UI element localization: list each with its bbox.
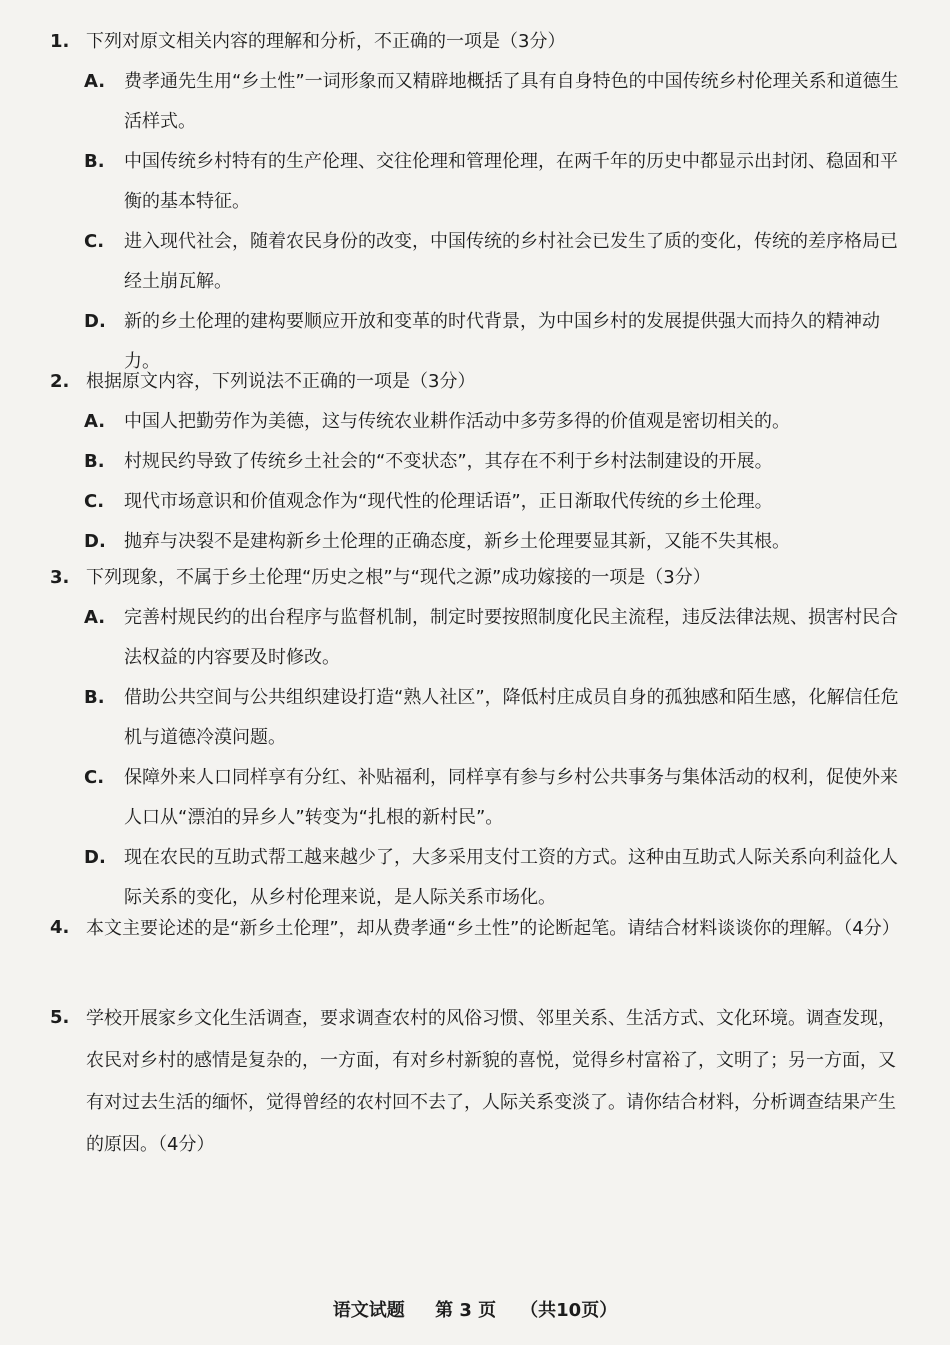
option-c <box>84 222 910 302</box>
question-stem <box>50 22 910 62</box>
option-letter: A. <box>84 71 106 92</box>
option-letter: C. <box>84 767 105 788</box>
footer-subject: 语文试题 <box>332 1300 405 1321</box>
option-letter: D. <box>84 847 106 868</box>
option-a <box>84 598 910 678</box>
option-letter: C. <box>84 231 105 252</box>
question-1 <box>50 22 910 382</box>
question-text: 学校开展家乡文化生活调查，要求调查农村的风俗习惯、邻里关系、生活方式、文化环境。调查发现，农民对乡村的感情是复杂的，一方面，有对乡村新貌的喜悦，觉得乡村富裕了，文明了；另一方面，又有对过去生活的缅怀，觉得曾经的农村回不去了，人际关系变淡了。请你结合材料，分析调查结果产生的原因。（4分） <box>86 1008 896 1155</box>
question-number: 1. <box>50 31 70 52</box>
option-a <box>84 62 910 142</box>
option-text: 现在农民的互助式帮工越来越少了，大多采用支付工资的方式。这种由互助式人际关系向利益化人际关系的变化，从乡村伦理来说，是人际关系市场化。 <box>124 847 898 908</box>
question-text: 根据原文内容，下列说法不正确的一项是（3分） <box>86 371 476 392</box>
option-letter: D. <box>84 311 106 332</box>
option-b <box>84 142 910 222</box>
option-b <box>84 442 910 482</box>
option-text: 中国人把勤劳作为美德，这与传统农业耕作活动中多劳多得的价值观是密切相关的。 <box>124 411 790 432</box>
question-number: 3. <box>50 567 70 588</box>
option-letter: B. <box>84 451 105 472</box>
question-stem <box>50 908 910 950</box>
question-text: 本文主要论述的是“新乡土伦理”，却从费孝通“乡土性”的论断起笔。请结合材料谈谈你的理解。（4分） <box>86 918 900 939</box>
option-b <box>84 678 910 758</box>
option-text: 保障外来人口同样享有分红、补贴福利，同样享有参与乡村公共事务与集体活动的权利，促使外来人口从“漂泊的异乡人”转变为“扎根的新村民”。 <box>124 767 898 828</box>
option-text: 借助公共空间与公共组织建设打造“熟人社区”，降低村庄成员自身的孤独感和陌生感，化解信任危机与道德冷漠问题。 <box>124 687 899 748</box>
option-c <box>84 482 910 522</box>
question-stem <box>50 998 910 1166</box>
option-text: 费孝通先生用“乡土性”一词形象而又精辟地概括了具有自身特色的中国传统乡村伦理关系和道德生活样式。 <box>124 71 899 132</box>
question-4 <box>50 908 910 950</box>
question-number: 4. <box>50 917 70 938</box>
option-text: 中国传统乡村特有的生产伦理、交往伦理和管理伦理，在两千年的历史中都显示出封闭、稳固和平衡的基本特征。 <box>124 151 898 212</box>
option-text: 新的乡土伦理的建构要顺应开放和变革的时代背景，为中国乡村的发展提供强大而持久的精神动力。 <box>124 311 880 372</box>
question-number: 2. <box>50 371 70 392</box>
option-letter: C. <box>84 491 105 512</box>
option-letter: A. <box>84 411 106 432</box>
question-3 <box>50 558 910 918</box>
option-text: 现代市场意识和价值观念作为“现代性的伦理话语”，正日渐取代传统的乡土伦理。 <box>124 491 773 512</box>
option-text: 村规民约导致了传统乡土社会的“不变状态”，其存在不利于乡村法制建设的开展。 <box>124 451 773 472</box>
question-text: 下列对原文相关内容的理解和分析，不正确的一项是（3分） <box>86 31 566 52</box>
option-letter: A. <box>84 607 106 628</box>
question-stem <box>50 558 910 598</box>
question-5 <box>50 998 910 1166</box>
option-letter: B. <box>84 151 105 172</box>
option-letter: D. <box>84 531 106 552</box>
option-letter: B. <box>84 687 105 708</box>
option-d <box>84 522 910 562</box>
footer-total-pages: （共10页） <box>520 1300 618 1321</box>
option-d <box>84 838 910 918</box>
question-text: 下列现象，不属于乡土伦理“历史之根”与“现代之源”成功嫁接的一项是（3分） <box>86 567 711 588</box>
question-stem <box>50 362 910 402</box>
option-c <box>84 758 910 838</box>
question-number: 5. <box>50 1007 70 1028</box>
option-text: 进入现代社会，随着农民身份的改变，中国传统的乡村社会已发生了质的变化，传统的差序格局已经土崩瓦解。 <box>124 231 898 292</box>
page-footer <box>0 1296 950 1322</box>
option-text: 完善村规民约的出台程序与监督机制，制定时要按照制度化民主流程，违反法律法规、损害村民合法权益的内容要及时修改。 <box>124 607 898 668</box>
question-2 <box>50 362 910 562</box>
footer-page-number: 第 3 页 <box>435 1300 497 1321</box>
option-a <box>84 402 910 442</box>
option-text: 抛弃与决裂不是建构新乡土伦理的正确态度，新乡土伦理要显其新，又能不失其根。 <box>124 531 790 552</box>
